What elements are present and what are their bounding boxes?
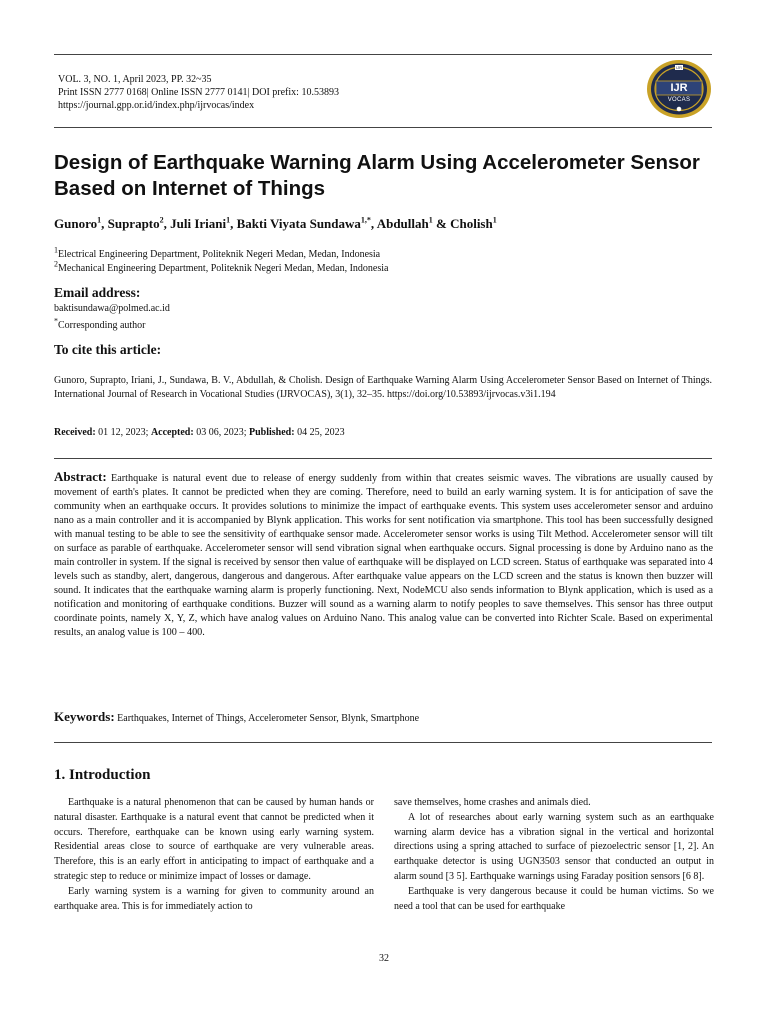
- header-top-rule: [54, 54, 712, 55]
- received-date: 01 12, 2023: [98, 427, 146, 438]
- author-name: Abdullah: [376, 216, 429, 231]
- intro-paragraph: Earthquake is very dangerous because it could be human victims. So we need a tool that can be used for earthquake: [394, 885, 714, 912]
- introduction-right-column: [394, 796, 714, 914]
- intro-paragraph-continued: save themselves, home crashes and animals died.: [394, 797, 591, 808]
- keywords-bottom-rule: [54, 742, 712, 743]
- accepted-label: Accepted:: [150, 427, 194, 438]
- author-name: Cholish: [450, 216, 493, 231]
- keywords-text: Earthquakes, Internet of Things, Accelerometer Sensor, Blynk, Smartphone: [117, 713, 420, 724]
- author-separator: &: [432, 216, 451, 231]
- logo-top-text: IJR: [676, 65, 682, 70]
- author-affil-sup: 1: [492, 215, 497, 225]
- affiliation-text: Electrical Engineering Department, Politeknik Negeri Medan, Medan, Indonesia: [58, 249, 381, 260]
- intro-paragraph: Earthquake is a natural phenomenon that can be caused by human hands or natural disaster. Earthquake is a natural event that cannot be predicted when it occurs. Therefore, earthquake can be known using early warning system. Residential areas close to source of earthquake are very vulnerable areas. Therefore, this is an early effort in anticipating to impact of earthquake and a strategic step to reduce or minimize impact of losses or damage.: [54, 797, 374, 882]
- email-heading: Email address:: [54, 285, 141, 300]
- affiliation-item: [54, 245, 388, 262]
- logo-sub-text: VOCAS: [667, 97, 691, 103]
- affiliation-list: [54, 245, 389, 276]
- author-affil-sup: 1: [226, 215, 231, 225]
- intro-paragraph: A lot of researches about early warning system such as an earthquake warning alarm device has a vibration signal in the vertical and horizontal directions using a spring attached to surface of piezoelectric sensor [1, 2]. An earthquake detector is using UGN3503 sensor that conducted an output in alarm sound [3 5]. Earthquake warnings using Faraday position sensors [6 8].: [394, 811, 714, 882]
- abstract-label: Abstract:: [54, 469, 107, 484]
- journal-issn: Print ISSN 2777 0168| Online ISSN 2777 0141| DOI prefix: 10.53893: [58, 87, 339, 98]
- introduction-heading: 1. Introduction: [54, 767, 151, 783]
- page-number: 32: [379, 953, 389, 964]
- email-address[interactable]: baktisundawa@polmed.ac.id: [54, 303, 170, 314]
- journal-url[interactable]: https://journal.gpp.or.id/index.php/ijrvocas/index: [58, 100, 255, 111]
- cite-heading: To cite this article:: [54, 342, 162, 357]
- accepted-date: 03 06, 2023: [196, 427, 244, 438]
- affiliation-sup: 1: [54, 245, 58, 255]
- author-affil-sup: 1: [97, 215, 102, 225]
- abstract: [54, 470, 713, 640]
- corresponding-author-note: [54, 316, 146, 333]
- author-separator: ,: [230, 216, 237, 231]
- journal-header: [58, 73, 339, 112]
- abstract-text: Earthquake is natural event due to release of energy suddenly from within that creates seismic waves. The vibrations are usually caused by movement of earth's plates. It cannot be predicted when they are coming. Therefore, need to build an early warning system. It is for anticipation of save the community when an earthquake occurs. It provides solutions to minimize the impact of earthquake events. This system uses accelerometer sensor and arduino nano as a main controller and it is accompanied by Blynk application. This works for sent notification via smartphone. This tool has been successfully designed with manual testing to be able to see the sensitivity of earthquake sensor made. Accelerometer sensor works is using Tilt Method. Accelerometer sensor will tilt on surface as parable of earthquake. Accelerometer sensor will send vibration signal when earthquake occurs. Signal processing is done by Arduino nano as the main controller in system. If the signal is received by sensor then value of earthquake will be displayed on LCD screen. Status of earthquake was separated into 4 levels such as standby, alert, dangerous, dangerous and dangerous. After earthquake value appears on the LCD screen and the status is known then buzzer will sound. It indicates that the earthquake warning alarm is properly functioning. Next, NodeMCU also sends information to Blynk application, which is used as a notification and monitoring of earthquake conditions. Buzzer will sound as a warning alarm to notify peoples to save themselves. This sensor has three output coordinate points, namely X, Y, Z, which have analog values on Arduino Nano. This analog value can be converted into Richter Scale. Based on experimental results, an analog value is 100 – 400.: [54, 473, 714, 638]
- author-name: Suprapto: [107, 216, 160, 231]
- keywords-label: Keywords:: [54, 709, 115, 724]
- received-label: Received:: [54, 427, 96, 438]
- author-list: [54, 216, 497, 232]
- author-name: Juli Iriani: [170, 216, 227, 231]
- published-date: 04 25, 2023: [297, 427, 345, 438]
- abstract-top-rule: [54, 458, 712, 459]
- author-affil-sup: 2: [159, 215, 164, 225]
- affiliation-text: Mechanical Engineering Department, Politeknik Negeri Medan, Medan, Indonesia: [58, 263, 389, 274]
- introduction-left-column: [54, 796, 374, 914]
- corresponding-text: Corresponding author: [58, 320, 146, 331]
- author-separator: ,: [101, 216, 108, 231]
- article-dates: Received: 01 12, 2023; Accepted: 03 06, 2023; Published: 04 25, 2023: [54, 427, 345, 438]
- journal-logo: [645, 58, 713, 120]
- author-name: Gunoro: [54, 216, 98, 231]
- published-label: Published:: [248, 427, 295, 438]
- paper-title: Design of Earthquake Warning Alarm Using Accelerometer Sensor Based on Internet of Things: [54, 151, 700, 200]
- corresponding-sup: *: [54, 316, 58, 326]
- author-separator: ,: [370, 216, 377, 231]
- intro-paragraph: Early warning system is a warning for given to community around an earthquake area. This is for immediately action to: [54, 885, 374, 912]
- journal-volume: VOL. 3, NO. 1, April 2023, PP. 32~35: [58, 74, 212, 85]
- header-bottom-rule: [54, 127, 712, 128]
- author-name: Bakti Viyata Sundawa: [236, 216, 361, 231]
- citation-text: Gunoro, Suprapto, Iriani, J., Sundawa, B. V., Abdullah, & Cholish. Design of Earthquake Warning Alarm Using Accelerometer Sensor Based on Internet of Things. International Journal of Research in Vocational Studies (IJRVOCAS), 3(1), 32–35. https://doi.org/10.53893/ijrvocas.v3i1.194: [54, 375, 712, 400]
- affiliation-sup: 2: [54, 259, 58, 269]
- author-affil-sup: 1: [428, 215, 433, 225]
- author-separator: ,: [163, 216, 171, 231]
- author-affil-sup: 1,*: [360, 215, 371, 225]
- affiliation-item: [54, 259, 389, 276]
- keywords: [54, 709, 419, 725]
- logo-main-text: IJR: [670, 82, 688, 94]
